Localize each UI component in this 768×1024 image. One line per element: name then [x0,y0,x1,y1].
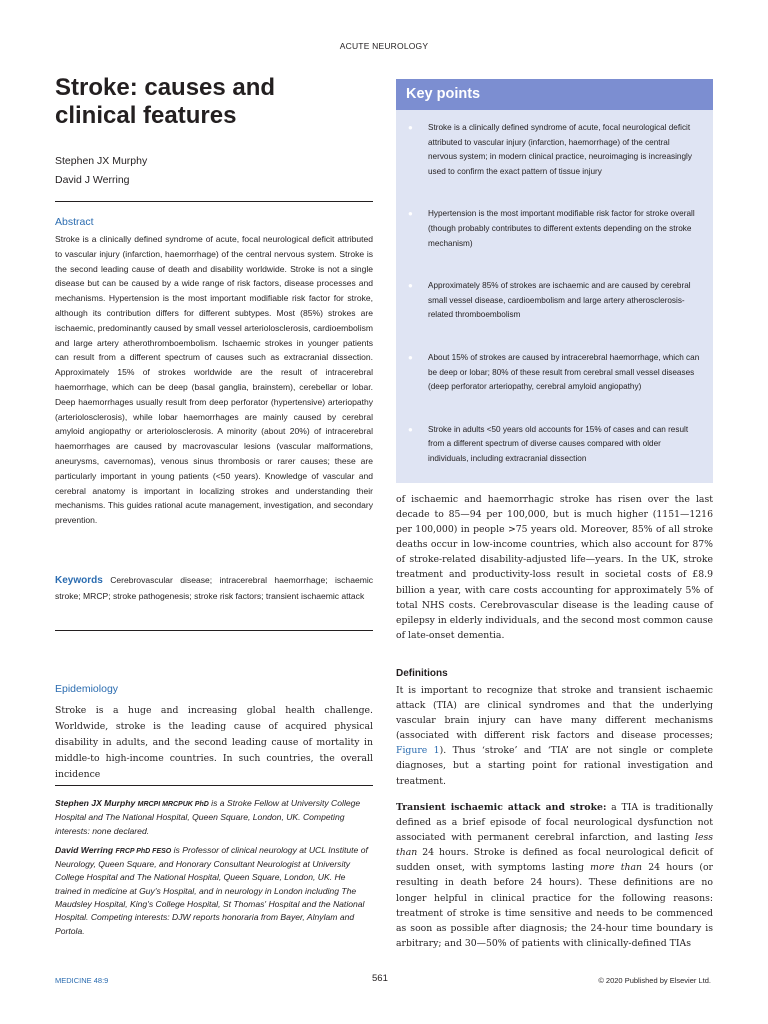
key-point [396,207,701,251]
bio-name: David Werring [55,844,114,855]
key-points-list [396,110,713,467]
key-point [396,423,701,467]
tia-paragraph [396,800,713,951]
epidemiology-text: Stroke is a huge and increasing global health challenge. Worldwide, stroke is the leading cause of acquired physical disability in adults, and the second leading cause of mortality in middle-to high-income countries. In such countries, the overall incidence [55,705,373,780]
epidemiology-continued-text: of ischaemic and haemorrhagic stroke has risen over the last decade to 85—94 per 100,000, but is much higher (1151—1216 per 100,000) in people >75 years old. Moreover, 85% of all stroke deaths occur in low-income countries, which also account for 87% of stroke-related disability-adjusted life—years. In the UK, stroke treatment and productivity-loss result in societal costs of £8.9 billion a year, with care costs accounting for approximately 5% of total NHS costs. Cerebrovascular disease is the leading cause of epilepsy in elderly individuals, and the second most common cause of late-onset dementia. [396,494,713,641]
author-name: David J Werring [55,174,130,186]
key-point-text: Approximately 85% of strokes are ischaemic and are caused by cerebral small vessel disease, cardioembolism and large artery atherosclerosis-related thromboembolism [428,281,691,320]
bullet-icon: ● [408,424,413,434]
bullet-icon: ● [408,281,413,291]
key-points-title: Key points [396,79,713,110]
tia-text-part: a TIA is traditionally defined as a brief episode of focal neurological dysfunction not associated with permanent cerebral infarction, and lasting [396,802,713,844]
definitions-text-part: It is important to recognize that stroke and transient ischaemic attack (TIA) are clinical syndromes and that the underlying vascular brain injury can have many different mechanisms (associated with different risk factors and disease processes; [396,685,713,742]
key-point-text: Hypertension is the most important modifiable risk factor for stroke overall (though probably contributes to different extents depending on the stroke mechanism) [428,209,695,248]
author-list [55,152,147,190]
bio-text: is Professor of clinical neurology at UCL Institute of Neurology, Queen Square, and Honorary Consultant Neurologist at University College Hospital and The National Hospital, Queen Square, London, UK. He trained in medicine at Guy's Hospital, and in neurology in London including The Maudsley Hospital, King's College Hospital, St Thomas' Hospital and the National Hospital. Competing interests: DJW reports honoraria from Bayer, Alnylam and Portola. [55,844,368,936]
author-bio [55,797,373,838]
running-head: ACUTE NEUROLOGY [339,41,429,51]
key-point-text: Stroke in adults <50 years old accounts for 15% of cases and can result from a different spectrum of diverse causes compared with older individuals, including extracranial dissection [428,424,689,463]
tia-emphasis: less than [396,832,713,859]
tia-heading: Transient ischaemic attack and stroke: [396,802,607,813]
divider [55,201,373,202]
page-number: 561 [372,973,388,984]
keywords [55,573,373,604]
tia-emphasis: more than [590,862,643,874]
author-bio [55,844,373,938]
key-points-box [396,79,713,483]
tia-text-part: 24 hours (or resulting in death before 24 hours). These definitions are no longer helpful in clinical practice for the following reasons: treatment of stroke is time sensitive and needs to be commenced as soon as possible after diagnosis; the 24-hour time boundary is arbitrary; and 30—50% of patients with clinically-defined TIAs [396,862,713,949]
journal-citation: MEDICINE 48:9 [55,976,109,985]
keywords-label: Keywords [55,575,103,586]
figure-1-link[interactable]: Figure 1 [396,745,440,757]
bio-credentials: MRCPI MRCPUK PhD [137,801,209,808]
epidemiology-heading: Epidemiology [55,683,119,695]
divider [55,630,373,631]
copyright: © 2020 Published by Elsevier Ltd. [598,976,711,985]
author-name: Stephen JX Murphy [55,155,148,167]
definitions-heading: Definitions [396,668,448,679]
abstract-text: Stroke is a clinically defined syndrome of acute, focal neurological deficit attributed to vascular injury (infarction, haemorrhage) of the central nervous system. Stroke is the second leading cause of death and disability worldwide. Stroke is not a single disease but can be caused by a wide range of risk factors, disease processes and mechanisms. Hypertension is the most important modifiable risk factor for stroke, although its contribution differs for different subtypes. Most (85%) strokes are ischaemic, predominantly caused by small vessel arteriolosclerosis, cardioembolism and large artery atherothromboembolism. Ischaemic strokes in younger patients can result from a different spectrum of causes such as extracranial dissection. Approximately 15% of strokes worldwide are the result of intracerebral haemorrhage, which can be deep (basal ganglia, brainstem), cerebellar or lobar. Deep haemorrhages usually result from deep perforator (hypertensive) arteriopathy (arteriolosclerosis), while lobar haemorrhages are mainly caused by cerebral amyloid angiopathy or arteriolosclerosis. A minority (about 20%) of intracerebral haemorrhages are caused by macrovascular lesions (vascular malformations, aneurysms, cavernomas), venous sinus thrombosis or rarer causes; these are particularly important in young patients (<50 years). Knowledge of vascular and cerebral anatomy is important in localizing strokes and understanding their mechanisms. This guides rational acute management, investigation, and secondary prevention. [55,234,373,526]
tia-text-part: 24 hours. Stroke is defined as focal neurological deficit of sudden onset, with symptoms lasting [396,847,713,874]
definitions-text [396,683,713,789]
bio-text: is a Stroke Fellow at University College Hospital and The National Hospital, Queen Square, London, UK. Competing interests: none declared. [55,798,361,836]
divider [55,785,373,786]
key-point [396,351,701,395]
key-point [396,279,701,323]
bio-credentials: FRCP PhD FESO [115,847,172,855]
bullet-icon: ● [408,123,413,132]
key-point [396,121,701,179]
article-title: Stroke: causes and clinical features [55,74,276,129]
bullet-icon: ● [408,209,413,219]
abstract-heading: Abstract [55,216,94,228]
definitions-text-part: ). Thus ‘stroke’ and ‘TIA’ are not single or complete diagnoses, but a starting point for rational investigation and treatment. [396,745,713,787]
bio-name: Stephen JX Murphy [55,798,136,808]
author-bios [55,797,373,944]
keywords-text: Cerebrovascular disease; intracerebral haemorrhage; ischaemic stroke; MRCP; stroke pathogenesis; stroke risk factors; transient ischaemic attack [55,575,373,601]
bullet-icon: ● [408,352,413,362]
key-point-text: Stroke is a clinically defined syndrome of acute, focal neurological deficit attributed to vascular injury (infarction, haemorrhage) of the central nervous system; in modern clinical practice, neuroimaging is increasingly used to confirm the exact pattern of tissue injury [428,123,692,176]
key-point-text: About 15% of strokes are caused by intracerebral haemorrhage, which can be deep or lobar; 80% of these result from cerebral small vessel diseases (deep perforator arteriopathy, cerebral amyloid angiopathy) [428,352,700,392]
